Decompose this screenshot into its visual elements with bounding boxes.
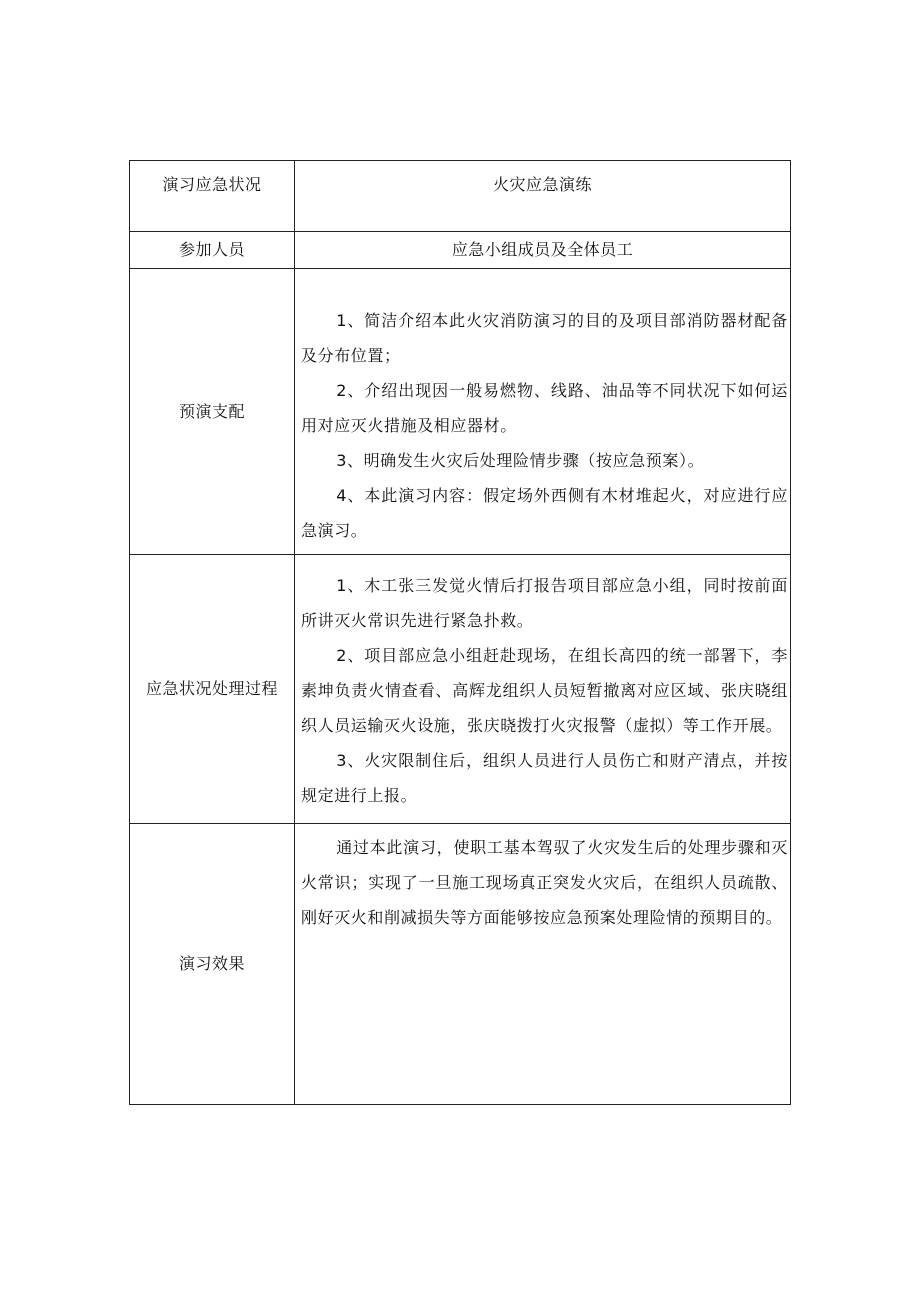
table-row-handling-process: [130, 555, 791, 824]
value-cell: [295, 824, 791, 1105]
paragraph-block: [295, 269, 790, 554]
table-row-drill-effect: [130, 824, 791, 1105]
label-cell: 参加人员: [130, 232, 295, 269]
table-row-rehearsal-arrangement: [130, 269, 791, 555]
label-cell: 应急状况处理过程: [130, 555, 295, 824]
value-cell: 火灾应急演练: [295, 161, 791, 232]
paragraph-block: [295, 824, 790, 935]
table-row-drill-type: [130, 161, 791, 232]
value-cell: 应急小组成员及全体员工: [295, 232, 791, 269]
paragraph-block: [295, 566, 790, 813]
emergency-drill-table: [129, 160, 791, 1105]
label-cell: 演习应急状况: [130, 161, 295, 232]
paragraph: 3、明确发生火灾后处理险情步骤（按应急预案）。: [336, 451, 705, 470]
paragraph: 2、介绍出现因一般易燃物、线路、油品等不同状况下如何运用对应灭火措施及相应器材。: [301, 381, 788, 435]
table-row-participants: [130, 232, 791, 269]
value-cell: [295, 555, 791, 824]
value-cell: [295, 269, 791, 555]
paragraph: 2、项目部应急小组赶赴现场，在组长高四的统一部署下，李素坤负责火情查看、高辉龙组织人员短暂撤离对应区域、张庆晓组织人员运输灭火设施，张庆晓拨打火灾报警（虚拟）等工作开展。: [301, 645, 788, 735]
paragraph: 通过本此演习，使职工基本驾驭了火灾发生后的处理步骤和灭火常识；实现了一旦施工现场真正突发火灾后，在组织人员疏散、刚好灭火和削减损失等方面能够按应急预案处理险情的预期目的。: [301, 838, 788, 927]
label-cell: 演习效果: [130, 824, 295, 1105]
paragraph: 1、简洁介绍本此火灾消防演习的目的及项目部消防器材配备及分布位置；: [301, 311, 788, 365]
paragraph: 3、火灾限制住后，组织人员进行人员伤亡和财产清点，并按规定进行上报。: [301, 750, 788, 805]
label-cell: 预演支配: [130, 269, 295, 555]
paragraph: 4、本此演习内容：假定场外西侧有木材堆起火，对应进行应急演习。: [301, 486, 788, 540]
paragraph: 1、木工张三发觉火情后打报告项目部应急小组，同时按前面所讲灭火常识先进行紧急扑救。: [301, 575, 788, 630]
